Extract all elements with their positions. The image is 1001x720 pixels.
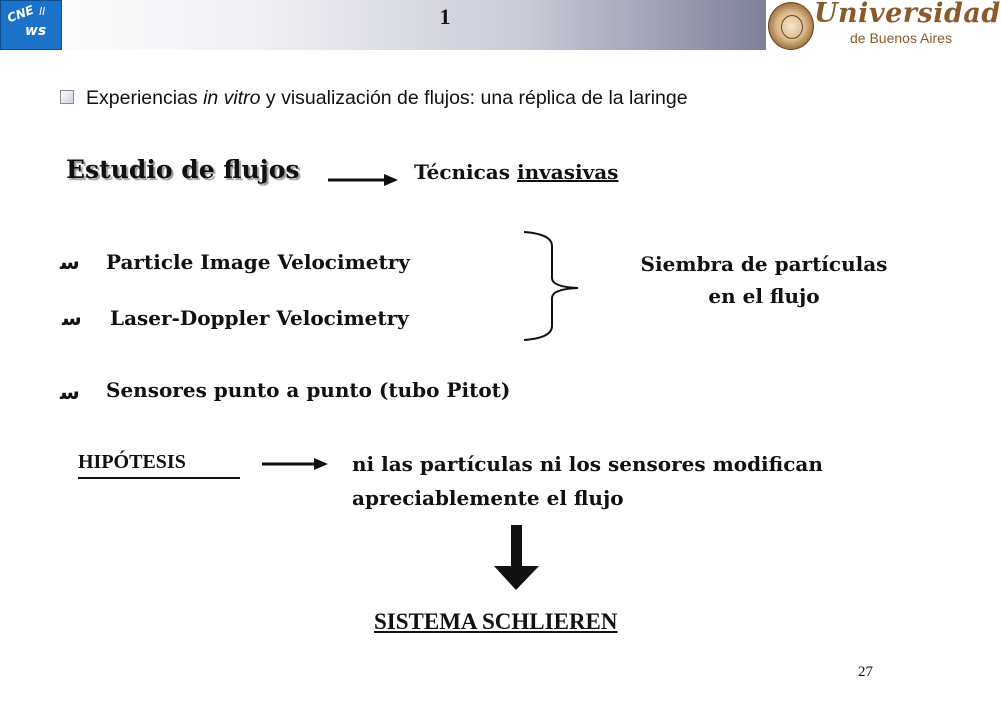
hipotesis-label: HIPÓTESIS	[78, 451, 186, 473]
uba-logo-subword: de Buenos Aires	[850, 30, 952, 46]
subtitle-part: Experiencias	[86, 87, 204, 109]
tecnicas-underlined: invasivas	[517, 160, 619, 184]
arrow-right-icon	[262, 458, 328, 470]
logo-glyph: ll	[39, 5, 46, 18]
bullet-icon: ﺳ	[62, 306, 82, 330]
arrow-down-icon	[494, 525, 539, 590]
slide-title: Estudio de flujos	[66, 155, 300, 184]
siembra-line: Siembra de partículas	[640, 252, 888, 276]
siembra-line: en el flujo	[708, 284, 820, 308]
logo-glyph: CNE	[5, 2, 36, 26]
section-number: 1	[439, 4, 451, 29]
bullet-icon: ﺳ	[60, 380, 80, 404]
hipotesis-line: apreciablemente el flujo	[352, 486, 624, 510]
page-number: 27	[858, 664, 873, 680]
subtitle-italic: in vitro	[203, 87, 261, 109]
bullet-ldv: Laser-Doppler Velocimetry	[110, 306, 409, 330]
subtitle-part: y visualización de flujos: una réplica de la laringe	[260, 87, 688, 109]
bullet-piv: Particle Image Velocimetry	[106, 250, 410, 274]
hipotesis-line: ni las partículas ni los sensores modifican	[352, 452, 823, 476]
bullet-icon: ﺳ	[60, 250, 80, 274]
arrow-right-icon	[328, 174, 398, 186]
uba-logo-word: Universidad	[814, 0, 1001, 29]
bullet-sensores: Sensores punto a punto (tubo Pitot)	[106, 378, 511, 402]
brace-icon	[524, 232, 578, 340]
conclusion-title: SISTEMA SCHLIEREN	[374, 609, 618, 634]
logo-glyph: ws	[25, 23, 47, 39]
tecnicas-prefix: Técnicas	[414, 160, 517, 184]
